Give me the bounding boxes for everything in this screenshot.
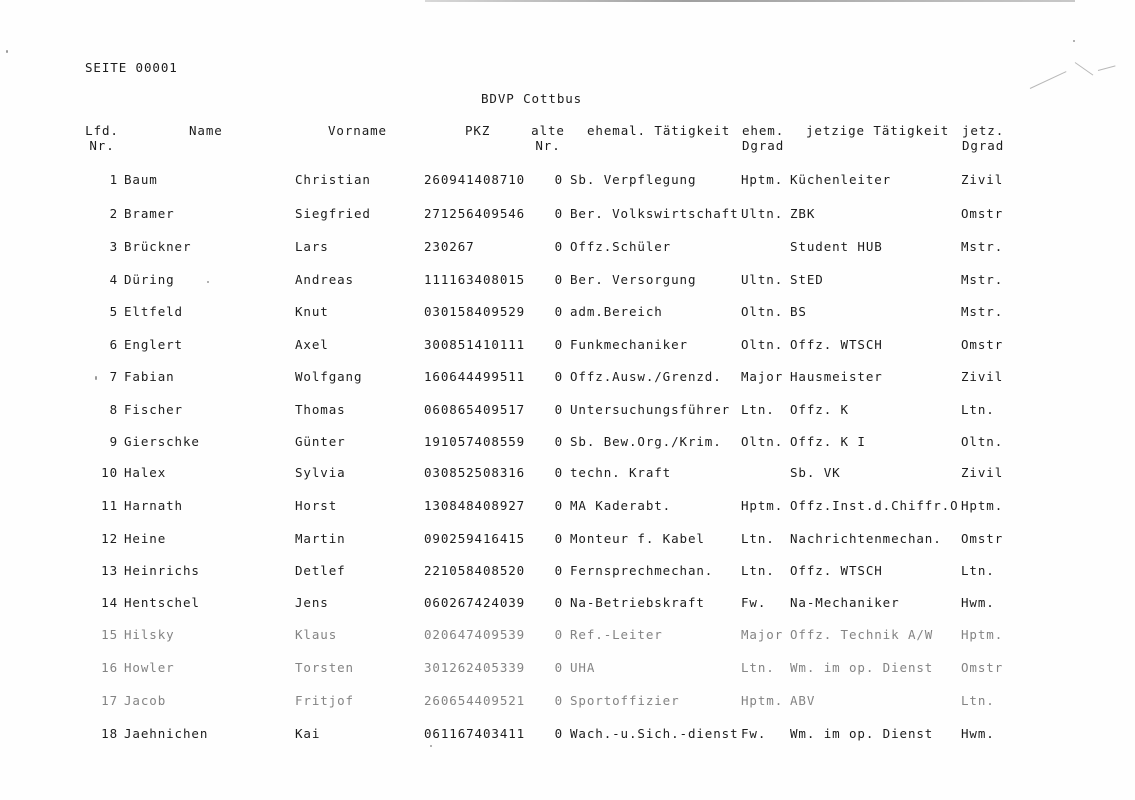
- cell-ehem-dgrad: Fw.: [741, 595, 767, 610]
- scan-scratch: [1098, 65, 1116, 71]
- cell-ehemal-taetigkeit: Sb. Verpflegung: [570, 172, 697, 187]
- cell-alte-nr: 0: [554, 434, 563, 449]
- col-header-ehem-dgrad: [742, 123, 784, 153]
- cell-pkz: 221058408520: [424, 563, 526, 578]
- cell-jetz-dgrad: Mstr.: [961, 272, 1004, 287]
- cell-ehem-dgrad: Ltn.: [741, 660, 775, 675]
- table-row: [0, 402, 1135, 420]
- cell-name: Jacob: [124, 693, 167, 708]
- cell-alte-nr: 0: [554, 172, 563, 187]
- cell-jetz-dgrad: Oltn.: [961, 434, 1004, 449]
- cell-jetzige-taetigkeit: Wm. im op. Dienst: [790, 660, 934, 675]
- cell-jetz-dgrad: Mstr.: [961, 304, 1004, 319]
- cell-vorname: Detlef: [295, 563, 346, 578]
- cell-jetzige-taetigkeit: Nachrichtenmechan.: [790, 531, 942, 546]
- cell-vorname: Jens: [295, 595, 329, 610]
- col-header-jetzige-taetigkeit: jetzige Tätigkeit: [806, 123, 950, 138]
- cell-name: Heinrichs: [124, 563, 200, 578]
- cell-jetzige-taetigkeit: Na-Mechaniker: [790, 595, 900, 610]
- cell-jetzige-taetigkeit: Hausmeister: [790, 369, 883, 384]
- table-row: [0, 465, 1135, 483]
- cell-pkz: 160644499511: [424, 369, 526, 384]
- col-header-ehem-dgrad-line1: ehem.: [742, 123, 785, 138]
- cell-vorname: Lars: [295, 239, 329, 254]
- cell-lfd: 6: [109, 337, 118, 352]
- table-row: [0, 172, 1135, 190]
- cell-jetzige-taetigkeit: Wm. im op. Dienst: [790, 726, 934, 741]
- col-header-ehemal-taetigkeit: ehemal. Tätigkeit: [587, 123, 731, 138]
- cell-jetz-dgrad: Omstr: [961, 660, 1004, 675]
- cell-alte-nr: 0: [554, 239, 563, 254]
- scan-scratch: [1075, 62, 1094, 75]
- cell-name: Fischer: [124, 402, 183, 417]
- cell-jetzige-taetigkeit: ZBK: [790, 206, 816, 221]
- cell-jetz-dgrad: Omstr: [961, 531, 1004, 546]
- scan-speck: [1073, 40, 1075, 42]
- cell-pkz: 260654409521: [424, 693, 526, 708]
- cell-pkz: 090259416415: [424, 531, 526, 546]
- table-row: [0, 563, 1135, 581]
- cell-name: Eltfeld: [124, 304, 183, 319]
- cell-jetz-dgrad: Zivil: [961, 465, 1004, 480]
- table-row: [0, 726, 1135, 744]
- cell-vorname: Klaus: [295, 627, 338, 642]
- cell-vorname: Horst: [295, 498, 338, 513]
- cell-vorname: Fritjof: [295, 693, 354, 708]
- cell-lfd: 7: [109, 369, 118, 384]
- cell-name: Halex: [124, 465, 167, 480]
- table-row: [0, 595, 1135, 613]
- cell-vorname: Thomas: [295, 402, 346, 417]
- cell-name: Jaehnichen: [124, 726, 209, 741]
- cell-jetzige-taetigkeit: ABV: [790, 693, 816, 708]
- cell-ehemal-taetigkeit: Ber. Volkswirtschaft: [570, 206, 739, 221]
- cell-alte-nr: 0: [554, 206, 563, 221]
- cell-jetz-dgrad: Omstr: [961, 206, 1004, 221]
- table-row: [0, 660, 1135, 678]
- cell-jetzige-taetigkeit: Student HUB: [790, 239, 883, 254]
- cell-ehemal-taetigkeit: Wach.-u.Sich.-dienst: [570, 726, 739, 741]
- cell-pkz: 111163408015: [424, 272, 526, 287]
- cell-name: Bramer: [124, 206, 175, 221]
- cell-pkz: 030852508316: [424, 465, 526, 480]
- cell-pkz: 020647409539: [424, 627, 526, 642]
- table-row: [0, 531, 1135, 549]
- cell-lfd: 3: [109, 239, 118, 254]
- cell-ehemal-taetigkeit: Sportoffizier: [570, 693, 680, 708]
- cell-name: Howler: [124, 660, 175, 675]
- cell-ehem-dgrad: Oltn.: [741, 434, 784, 449]
- cell-ehem-dgrad: Major: [741, 369, 784, 384]
- cell-jetzige-taetigkeit: Küchenleiter: [790, 172, 892, 187]
- cell-alte-nr: 0: [554, 337, 563, 352]
- organization-title: BDVP Cottbus: [481, 91, 583, 106]
- cell-name: Hilsky: [124, 627, 175, 642]
- cell-jetz-dgrad: Hptm.: [961, 498, 1004, 513]
- scan-speck: [430, 745, 432, 747]
- cell-jetz-dgrad: Ltn.: [961, 402, 995, 417]
- cell-ehemal-taetigkeit: Na-Betriebskraft: [570, 595, 705, 610]
- cell-lfd: 17: [101, 693, 118, 708]
- cell-lfd: 13: [101, 563, 118, 578]
- cell-name: Hentschel: [124, 595, 200, 610]
- col-header-jetz-dgrad-line1: jetz.: [962, 123, 1005, 138]
- cell-ehem-dgrad: Hptm.: [741, 498, 784, 513]
- cell-ehem-dgrad: Oltn.: [741, 304, 784, 319]
- cell-jetz-dgrad: Zivil: [961, 172, 1004, 187]
- cell-vorname: Andreas: [295, 272, 354, 287]
- cell-alte-nr: 0: [554, 660, 563, 675]
- cell-jetz-dgrad: Ltn.: [961, 693, 995, 708]
- col-header-alte-line1: alte: [531, 123, 565, 138]
- cell-name: Heine: [124, 531, 167, 546]
- cell-lfd: 5: [109, 304, 118, 319]
- col-header-name: Name: [189, 123, 223, 138]
- cell-alte-nr: 0: [554, 304, 563, 319]
- cell-lfd: 14: [101, 595, 118, 610]
- cell-name: Harnath: [124, 498, 183, 513]
- col-header-lfd-line2: Nr.: [89, 138, 115, 153]
- table-row: [0, 369, 1135, 387]
- cell-jetzige-taetigkeit: Offz. WTSCH: [790, 337, 883, 352]
- cell-vorname: Torsten: [295, 660, 354, 675]
- cell-vorname: Kai: [295, 726, 321, 741]
- cell-jetzige-taetigkeit: Offz. K I: [790, 434, 866, 449]
- cell-alte-nr: 0: [554, 595, 563, 610]
- scan-speck: [6, 50, 8, 53]
- cell-vorname: Christian: [295, 172, 371, 187]
- cell-ehem-dgrad: Ltn.: [741, 531, 775, 546]
- cell-ehem-dgrad: Fw.: [741, 726, 767, 741]
- table-row: [0, 434, 1135, 452]
- cell-alte-nr: 0: [554, 272, 563, 287]
- cell-lfd: 18: [101, 726, 118, 741]
- cell-jetz-dgrad: Hwm.: [961, 726, 995, 741]
- cell-pkz: 061167403411: [424, 726, 526, 741]
- cell-alte-nr: 0: [554, 627, 563, 642]
- cell-pkz: 301262405339: [424, 660, 526, 675]
- cell-pkz: 260941408710: [424, 172, 526, 187]
- cell-ehemal-taetigkeit: UHA: [570, 660, 596, 675]
- cell-name: Düring: [124, 272, 175, 287]
- cell-ehemal-taetigkeit: techn. Kraft: [570, 465, 672, 480]
- table-row: [0, 272, 1135, 290]
- cell-jetz-dgrad: Mstr.: [961, 239, 1004, 254]
- cell-jetz-dgrad: Hptm.: [961, 627, 1004, 642]
- cell-jetz-dgrad: Zivil: [961, 369, 1004, 384]
- cell-name: Gierschke: [124, 434, 200, 449]
- cell-lfd: 11: [101, 498, 118, 513]
- cell-ehem-dgrad: Ultn.: [741, 272, 784, 287]
- cell-ehemal-taetigkeit: Sb. Bew.Org./Krim.: [570, 434, 722, 449]
- cell-pkz: 130848408927: [424, 498, 526, 513]
- cell-ehemal-taetigkeit: Fernsprechmechan.: [570, 563, 714, 578]
- table-row: [0, 693, 1135, 711]
- cell-vorname: Sylvia: [295, 465, 346, 480]
- cell-vorname: Günter: [295, 434, 346, 449]
- cell-name: Baum: [124, 172, 158, 187]
- cell-name: Englert: [124, 337, 183, 352]
- cell-jetzige-taetigkeit: BS: [790, 304, 807, 319]
- cell-alte-nr: 0: [554, 402, 563, 417]
- cell-lfd: 8: [109, 402, 118, 417]
- table-row: [0, 304, 1135, 322]
- cell-vorname: Knut: [295, 304, 329, 319]
- cell-ehemal-taetigkeit: MA Kaderabt.: [570, 498, 672, 513]
- cell-ehem-dgrad: Major: [741, 627, 784, 642]
- cell-name: Brückner: [124, 239, 192, 254]
- cell-pkz: 060865409517: [424, 402, 526, 417]
- cell-jetz-dgrad: Omstr: [961, 337, 1004, 352]
- col-header-alte: [528, 123, 568, 153]
- cell-pkz: 300851410111: [424, 337, 526, 352]
- cell-lfd: 4: [109, 272, 118, 287]
- cell-vorname: Wolfgang: [295, 369, 363, 384]
- cell-alte-nr: 0: [554, 498, 563, 513]
- cell-jetz-dgrad: Ltn.: [961, 563, 995, 578]
- table-row: [0, 498, 1135, 516]
- cell-jetzige-taetigkeit: Offz. WTSCH: [790, 563, 883, 578]
- col-header-vorname: Vorname: [328, 123, 387, 138]
- cell-pkz: 230267: [424, 239, 475, 254]
- cell-ehemal-taetigkeit: Offz.Ausw./Grenzd.: [570, 369, 722, 384]
- cell-ehem-dgrad: Hptm.: [741, 693, 784, 708]
- cell-lfd: 9: [109, 434, 118, 449]
- cell-lfd: 15: [101, 627, 118, 642]
- cell-ehemal-taetigkeit: Funkmechaniker: [570, 337, 688, 352]
- cell-jetz-dgrad: Hwm.: [961, 595, 995, 610]
- table-row: [0, 627, 1135, 645]
- cell-ehemal-taetigkeit: adm.Bereich: [570, 304, 663, 319]
- cell-ehemal-taetigkeit: Ber. Versorgung: [570, 272, 697, 287]
- cell-alte-nr: 0: [554, 369, 563, 384]
- scan-edge-line: [425, 0, 1075, 2]
- cell-ehem-dgrad: Hptm.: [741, 172, 784, 187]
- cell-lfd: 1: [109, 172, 118, 187]
- cell-jetzige-taetigkeit: StED: [790, 272, 824, 287]
- col-header-lfd-line1: Lfd.: [85, 123, 119, 138]
- table-row: [0, 239, 1135, 257]
- scan-scratch: [1030, 71, 1067, 89]
- cell-vorname: Siegfried: [295, 206, 371, 221]
- cell-ehem-dgrad: Ultn.: [741, 206, 784, 221]
- cell-ehemal-taetigkeit: Offz.Schüler: [570, 239, 672, 254]
- cell-vorname: Martin: [295, 531, 346, 546]
- col-header-jetz-dgrad-line2: Dgrad: [962, 138, 1005, 153]
- cell-pkz: 060267424039: [424, 595, 526, 610]
- page-label: SEITE 00001: [85, 60, 178, 75]
- col-header-jetz-dgrad: [962, 123, 1004, 153]
- cell-lfd: 10: [101, 465, 118, 480]
- cell-lfd: 12: [101, 531, 118, 546]
- cell-alte-nr: 0: [554, 531, 563, 546]
- cell-jetzige-taetigkeit: Sb. VK: [790, 465, 841, 480]
- cell-ehem-dgrad: Ltn.: [741, 402, 775, 417]
- cell-vorname: Axel: [295, 337, 329, 352]
- cell-jetzige-taetigkeit: Offz. K: [790, 402, 849, 417]
- cell-alte-nr: 0: [554, 693, 563, 708]
- cell-ehemal-taetigkeit: Ref.-Leiter: [570, 627, 663, 642]
- col-header-pkz: PKZ: [465, 123, 491, 138]
- cell-pkz: 030158409529: [424, 304, 526, 319]
- cell-jetzige-taetigkeit: Offz. Technik A/W: [790, 627, 934, 642]
- col-header-lfd: [80, 123, 124, 153]
- table-row: [0, 337, 1135, 355]
- cell-lfd: 2: [109, 206, 118, 221]
- cell-jetzige-taetigkeit: Offz.Inst.d.Chiffr.O: [790, 498, 959, 513]
- cell-ehemal-taetigkeit: Untersuchungsführer: [570, 402, 731, 417]
- cell-lfd: 16: [101, 660, 118, 675]
- cell-ehem-dgrad: Oltn.: [741, 337, 784, 352]
- cell-pkz: 191057408559: [424, 434, 526, 449]
- col-header-ehem-dgrad-line2: Dgrad: [742, 138, 785, 153]
- cell-alte-nr: 0: [554, 563, 563, 578]
- table-row: [0, 206, 1135, 224]
- cell-pkz: 271256409546: [424, 206, 526, 221]
- cell-alte-nr: 0: [554, 465, 563, 480]
- cell-ehem-dgrad: Ltn.: [741, 563, 775, 578]
- cell-ehemal-taetigkeit: Monteur f. Kabel: [570, 531, 705, 546]
- cell-name: Fabian: [124, 369, 175, 384]
- col-header-alte-line2: Nr.: [535, 138, 561, 153]
- cell-alte-nr: 0: [554, 726, 563, 741]
